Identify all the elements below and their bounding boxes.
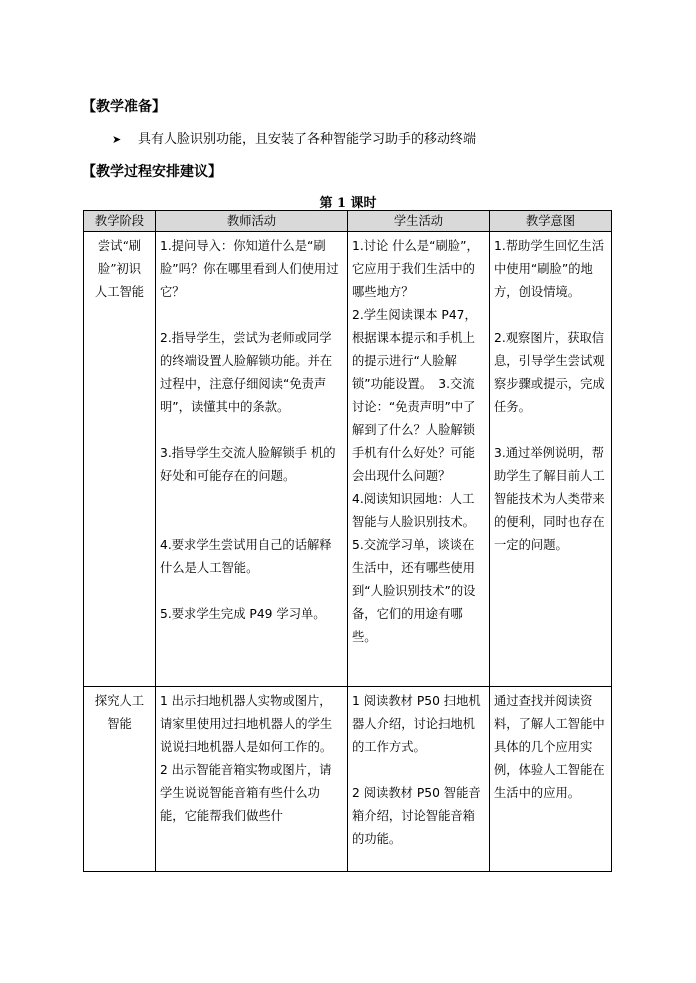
teaching-intent-cell [490,687,612,872]
intent-item: 2.观察图片，获取信息，引导学生尝试观察步骤或提示，完成任务。 [494,331,605,414]
teacher-step: 2.指导学生，尝试为老师或同学的终端设置人脸解锁功能。并在过程中，注意仔细阅读“免责声明”，读懂其中的条款。 [160,331,333,414]
lesson-title: 第 1 课时 [319,196,377,211]
student-step: 2 阅读教材 P50 智能音箱介绍，讨论智能音箱的功能。 [352,786,481,846]
prep-bullet-text: 具有人脸识别功能，且安装了各种智能学习助手的移动终端 [138,132,477,147]
prep-bullet-item [112,128,476,147]
teacher-step: 4.要求学生尝试用自己的话解释什么是人工智能。 [160,538,332,575]
teacher-activity-cell [156,687,348,872]
arrow-bullet-icon: ➤ [112,133,122,146]
teacher-step: 1 出示扫地机器人实物或图片，请家里使用过扫地机器人的学生说说扫地机器人是如何工作的。 [160,694,333,754]
student-step: 5.交流学习单，谈谈在生活中，还有哪些使用到“人脸识别技术”的设备，它们的用途有哪些。 [352,538,476,644]
student-step: 2.学生阅读课本 P47，根据课本提示和手机上的提示进行“人脸解锁”功能设置。 3.交流讨论：“免责声明”中了解到了什么？人脸解锁手机有什么好处？可能会出现什么问题？ [352,308,477,483]
stage-cell [84,232,156,687]
stage-cell [84,687,156,872]
intent-item: 通过查找并阅读资料，了解人工智能中具体的几个应用实例，体验人工智能在生活中的应用。 [494,694,605,800]
teaching-intent-cell [490,232,612,687]
student-step: 1 阅读教材 P50 扫地机器人介绍，讨论扫地机的工作方式。 [352,694,481,754]
table-row [84,687,612,872]
student-step: 1.讨论 什么是“刷脸”，它应用于我们生活中的哪些地方？ [352,239,479,299]
student-activity-cell [348,232,490,687]
student-activity-cell [348,687,490,872]
teacher-step: 2 出示智能音箱实物或图片，请学生说说智能音箱有些什么功能，它能帮我们做些什 [160,763,332,823]
header-teacher: 教师活动 [156,211,348,232]
teacher-step: 1.提问导入：你知道什么是“刷脸”吗？你在哪里看到人们使用过它？ [160,239,339,299]
student-step: 4.阅读知识园地：人工智能与人脸识别技术。 [352,492,475,529]
header-stage: 教学阶段 [84,211,156,232]
stage-line: 尝试“刷 [97,239,142,253]
teacher-activity-cell [156,232,348,687]
header-student: 学生活动 [348,211,490,232]
intent-item: 1.帮助学生回忆生活中使用“刷脸”的地方，创设情境。 [494,239,605,299]
teaching-process-title: 【教学过程安排建议】 [82,164,222,180]
lesson-plan-table [83,210,612,872]
header-intent: 教学意图 [490,211,612,232]
stage-line: 智能 [107,717,132,731]
table-row [84,232,612,687]
teacher-step: 3.指导学生交流人脸解锁手 机的好处和可能存在的问题。 [160,446,336,483]
stage-line: 探究人工 [94,694,145,708]
teaching-prep-title: 【教学准备】 [82,99,166,115]
teacher-step: 5.要求学生完成 P49 学习单。 [160,607,326,621]
table-header-row [84,211,612,232]
stage-line: 人工智能 [94,285,145,299]
stage-line: 脸”初识 [97,262,142,276]
intent-item: 3.通过举例说明，帮助学生了解目前人工智能技术为人类带来的便利，同时也存在一定的问题。 [494,446,605,552]
